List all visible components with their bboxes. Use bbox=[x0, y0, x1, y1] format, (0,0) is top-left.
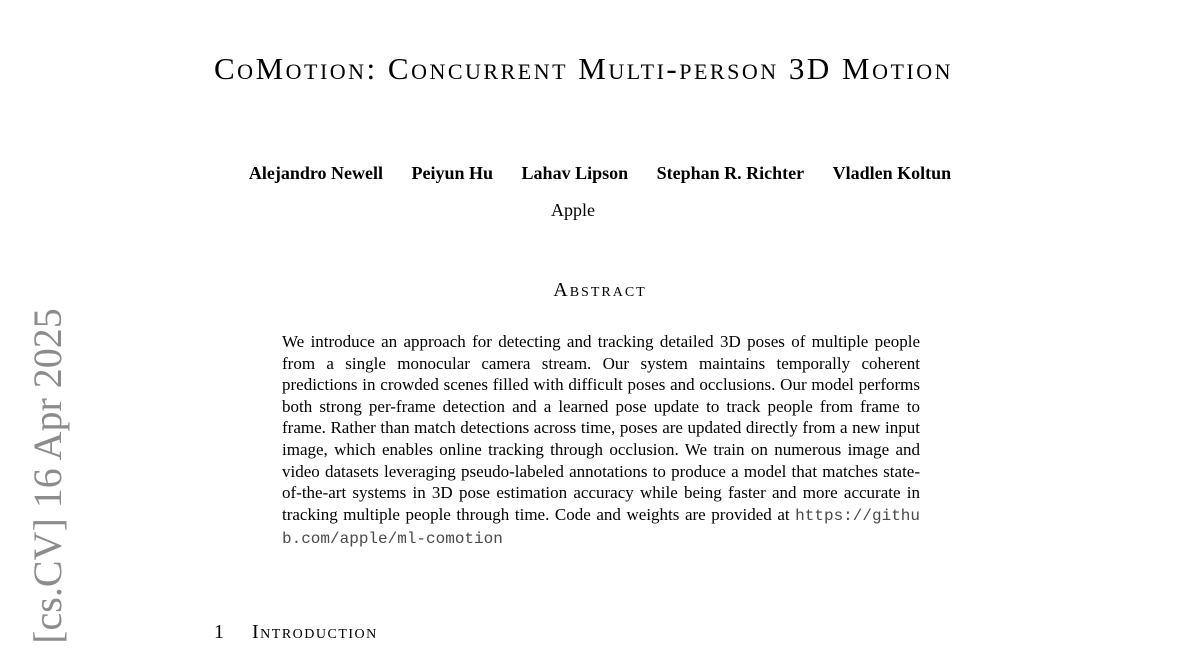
author-list bbox=[214, 161, 986, 185]
section-heading bbox=[214, 619, 814, 645]
author-name: Vladlen Koltun bbox=[832, 163, 952, 183]
section-title: Introduction bbox=[252, 621, 378, 643]
author-name: Peiyun Hu bbox=[411, 163, 494, 183]
paper-title: CoMotion: Concurrent Multi-person 3D Motion bbox=[214, 51, 953, 86]
abstract-heading: Abstract bbox=[553, 279, 647, 301]
author-name: Lahav Lipson bbox=[521, 163, 629, 183]
author-name: Stephan R. Richter bbox=[656, 163, 805, 183]
code-url-link[interactable]: https://github.com/apple/ml-comotion bbox=[282, 506, 920, 549]
abstract-body bbox=[282, 331, 920, 551]
arxiv-stamp: [cs.CV] 16 Apr 2025 bbox=[25, 308, 70, 644]
author-name: Alejandro Newell bbox=[248, 163, 384, 183]
affiliation: Apple bbox=[551, 200, 595, 220]
abstract-text: We introduce an approach for detecting and tracking detailed 3D poses of multiple people from a single monocular camera stream. Our system maintains temporally coherent predictions in crowded scenes filled with difficult poses and occlusions. Our model performs both strong per-frame detection and a learned pose update to track people from frame to frame. Rather than match detections across time, poses are updated directly from a new input image, which enables online tracking through occlusion. We train on numerous image and video datasets leveraging pseudo-labeled annotations to produce a model that matches state-of-the-art systems in 3D pose estimation accuracy while being faster and more accurate in tracking multiple people through time. Code and weights are provided at bbox=[282, 332, 920, 524]
section-number: 1 bbox=[214, 621, 226, 643]
